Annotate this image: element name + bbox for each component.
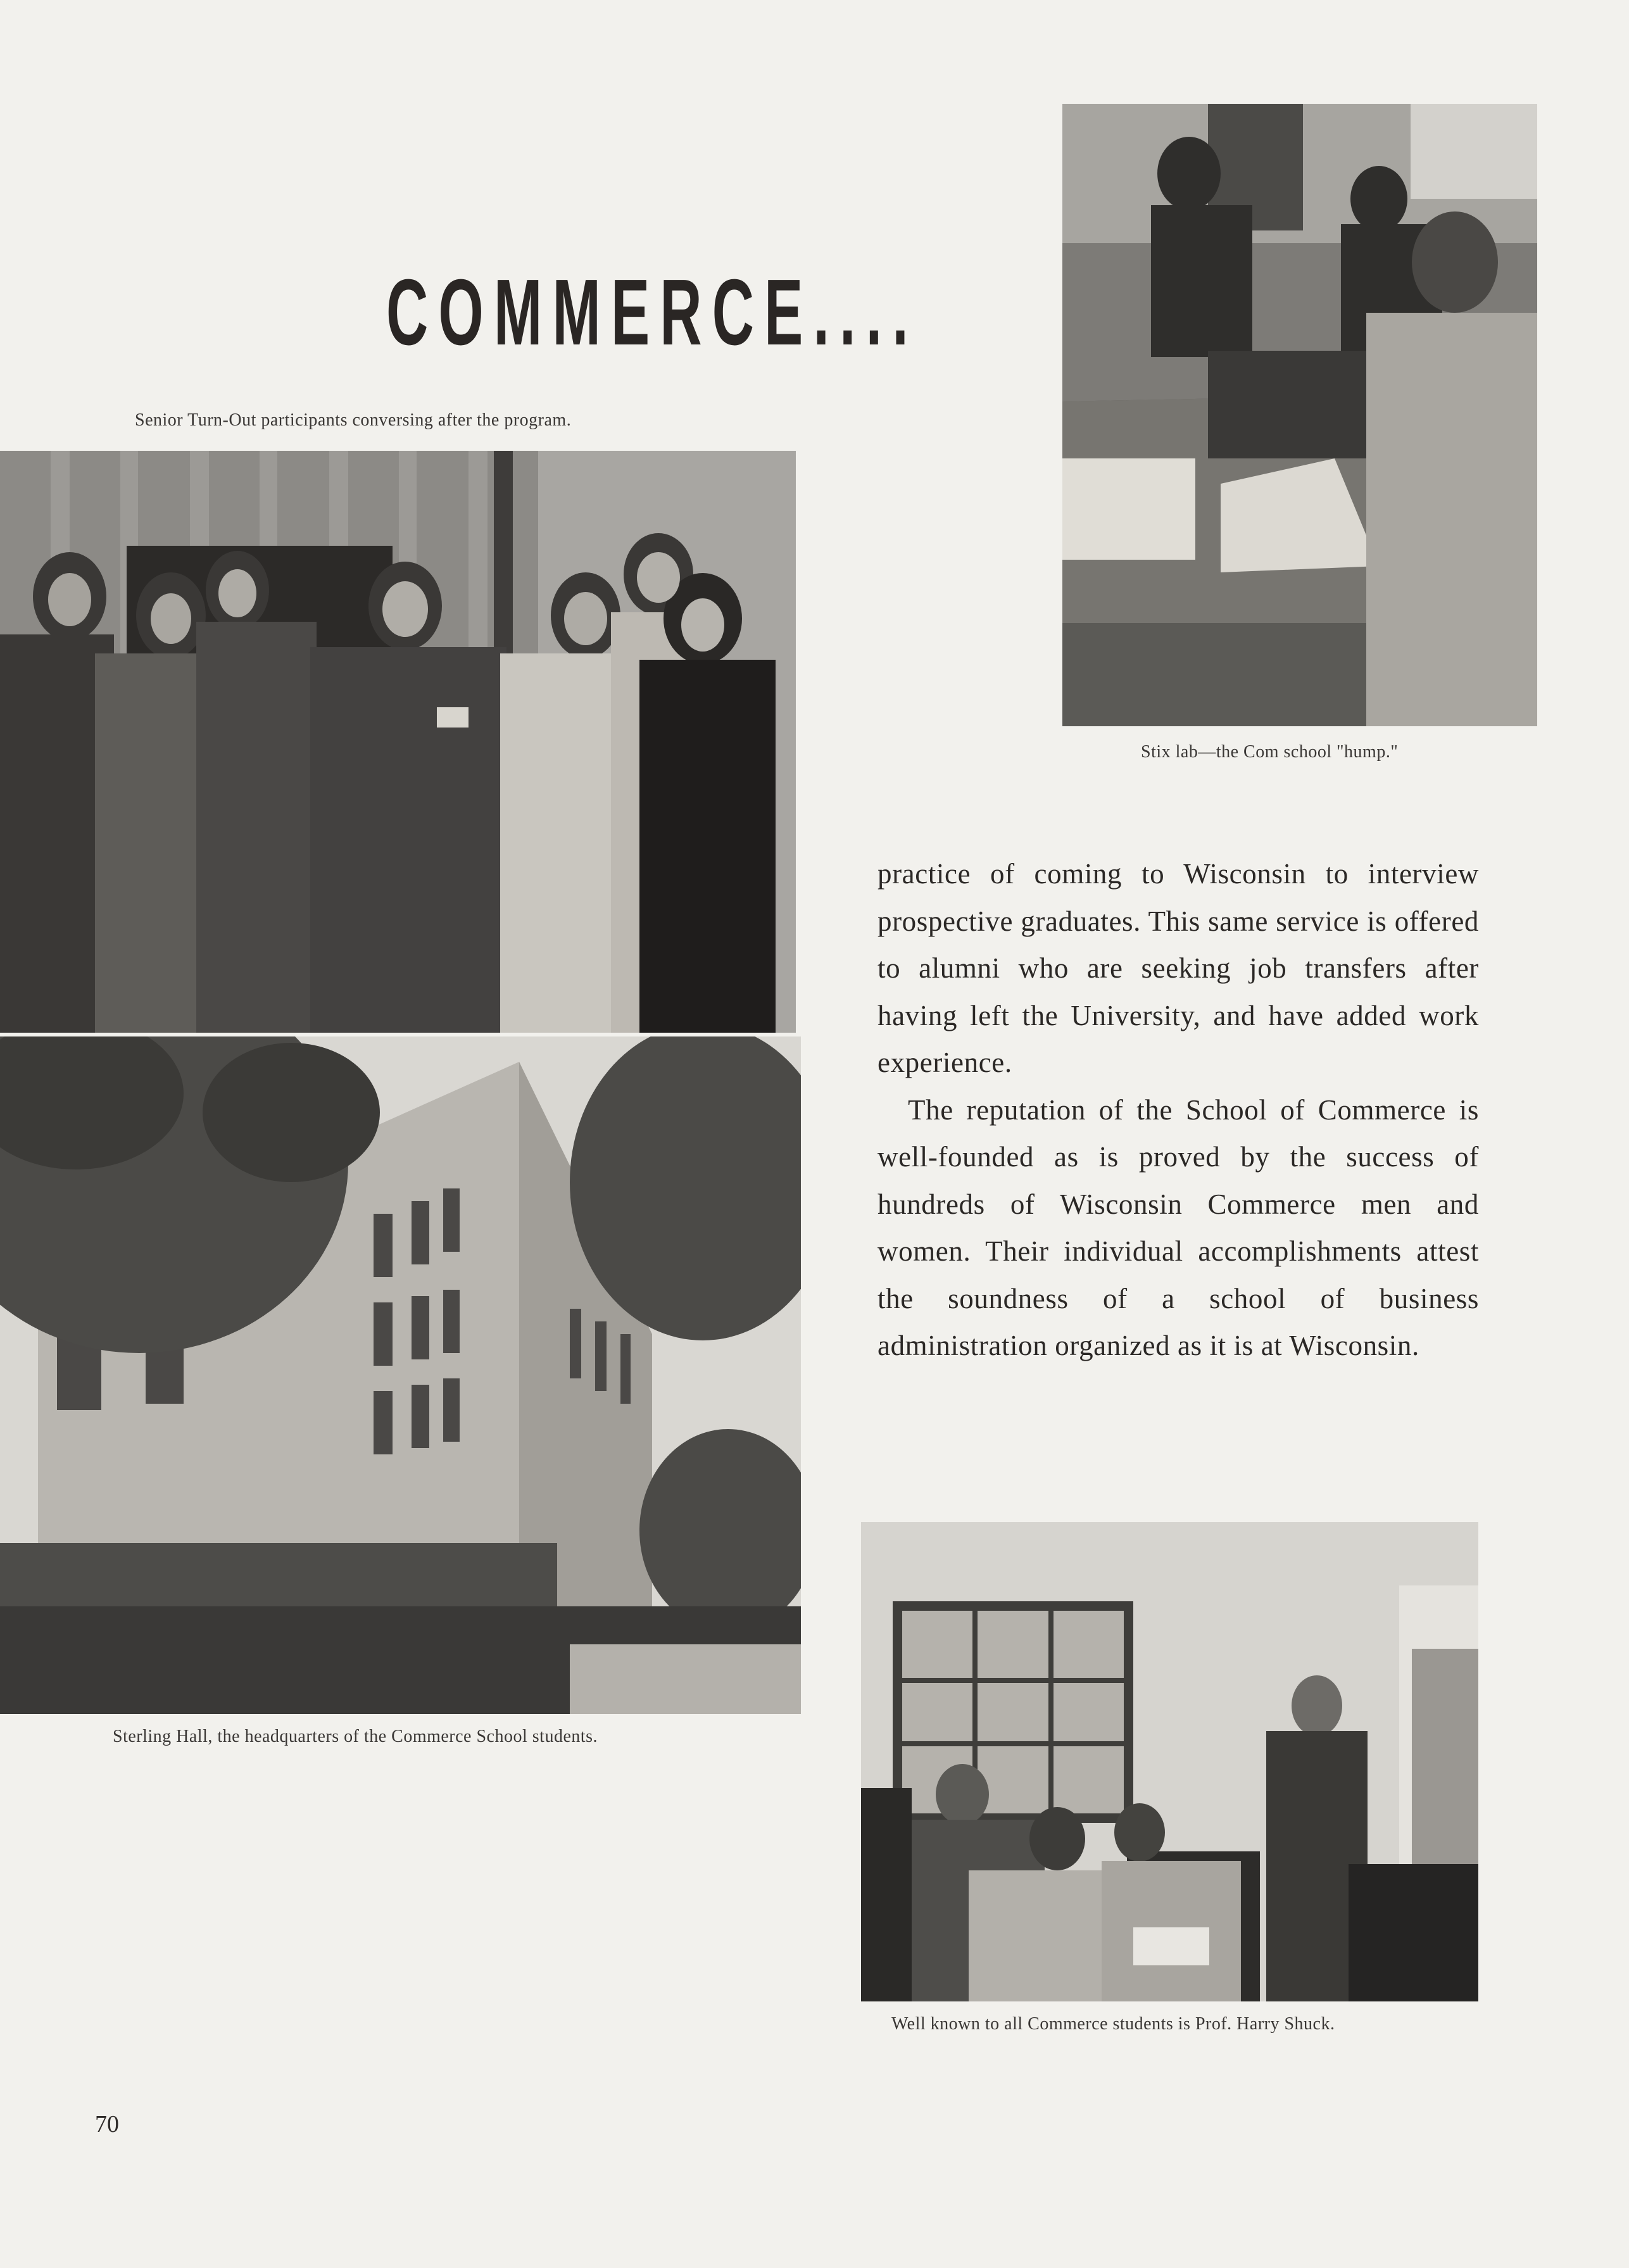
sterling-hall-caption: Sterling Hall, the headquarters of the Commerce School students. [113,1727,598,1746]
stix-lab-photo [1062,104,1537,726]
body-text [877,850,1479,1370]
page-number: 70 [95,2111,119,2138]
stix-lab-caption: Stix lab—the Com school "hump." [1141,742,1399,762]
prof-shuck-photo [861,1522,1478,2001]
body-paragraph-1: practice of coming to Wisconsin to interview prospective graduates. This same service is offered to alumni who are seeking job transfers after having left the University, and have added work experience. [877,858,1479,1078]
sterling-hall-photo [0,1036,801,1714]
page-title: COMMERCE.... [386,260,919,365]
senior-turnout-photo [0,451,796,1033]
senior-turnout-caption: Senior Turn-Out participants conversing after the program. [135,410,572,430]
body-paragraph-2: The reputation of the School of Commerce is well-founded as is proved by the success of hundreds of Wisconsin Commerce men and women. Their individual accomplishments attest the soundness of a school of business administration organized as it is at Wisconsin. [877,1093,1479,1361]
prof-shuck-caption: Well known to all Commerce students is Prof. Harry Shuck. [891,2014,1335,2034]
